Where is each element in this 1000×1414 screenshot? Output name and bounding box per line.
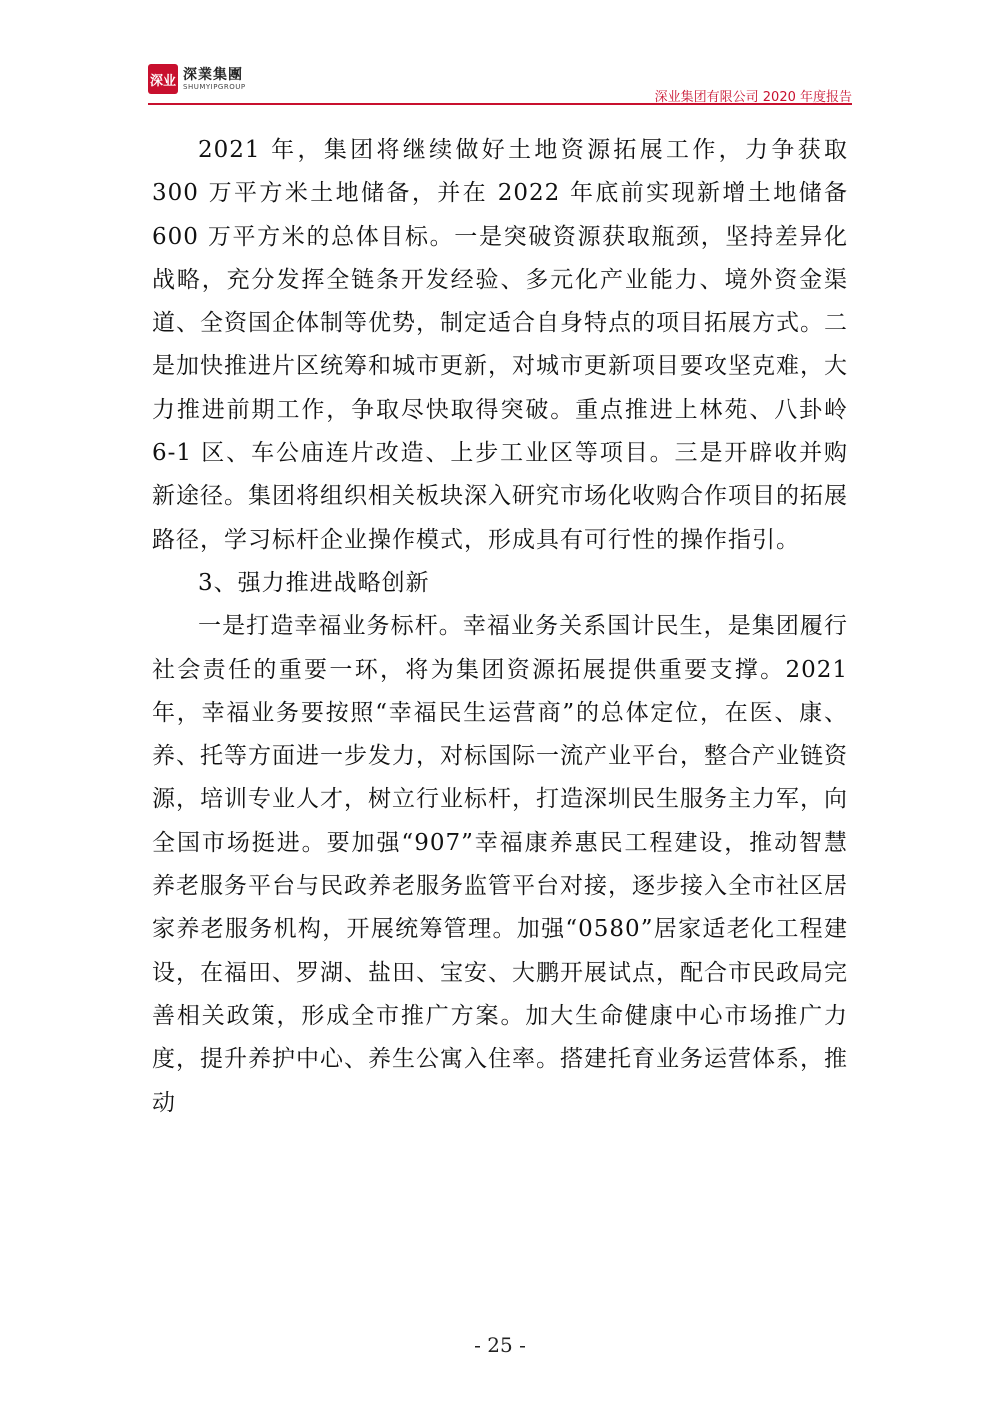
document-body <box>152 129 848 1125</box>
logo-seal-icon: 深业 <box>148 64 178 94</box>
page-number: - 25 - <box>474 1333 526 1357</box>
logo-english-name: SHUMYIPGROUP <box>183 82 246 91</box>
company-logo <box>148 64 246 94</box>
paragraph-land-reserve: 2021 年，集团将继续做好土地资源拓展工作，力争获取 300 万平方米土地储备，并在 2022 年底前实现新增土地储备 600 万平方米的总体目标。一是突破资源获取瓶颈，坚持差异化战略，充分发挥全链条开发经验、多元化产业能力、境外资金渠道、全资国企体制等优势，制定适合自身特点的项目拓展方式。二是加快推进片区统筹和城市更新，对城市更新项目要攻坚克难，大力推进前期工作，争取尽快取得突破。重点推进上林苑、八卦岭 6-1 区、车公庙连片改造、上步工业区等项目。三是开辟收并购新途径。集团将组织相关板块深入研究市场化收购合作项目的拓展路径，学习标杆企业操作模式，形成具有可行性的操作指引。 <box>152 137 848 553</box>
page-header <box>148 64 852 106</box>
logo-chinese-name: 深業集團 <box>183 66 243 83</box>
header-divider <box>148 103 852 105</box>
section-heading: 3、强力推进战略创新 <box>198 569 430 596</box>
paragraph-happiness-business: 一是打造幸福业务标杆。幸福业务关系国计民生，是集团履行社会责任的重要一环，将为集团资源拓展提供重要支撑。2021 年，幸福业务要按照“幸福民生运营商”的总体定位，在医、康、养、托等方面进一步发力，对标国际一流产业平台，整合产业链资源，培训专业人才，树立行业标杆，打造深圳民生服务主力军，向全国市场挺进。要加强“907”幸福康养惠民工程建设，推动智慧养老服务平台与民政养老服务监管平台对接，逐步接入全市社区居家养老服务机构，开展统筹管理。加强“0580”居家适老化工程建设，在福田、罗湖、盐田、宝安、大鹏开展试点，配合市民政局完善相关政策，形成全市推广方案。加大生命健康中心市场推广力度，提升养护中心、养生公寓入住率。搭建托育业务运营体系，推动 <box>152 613 848 1116</box>
logo-wordmark <box>183 68 246 91</box>
report-title: 深业集团有限公司 2020 年度报告 <box>654 90 852 105</box>
